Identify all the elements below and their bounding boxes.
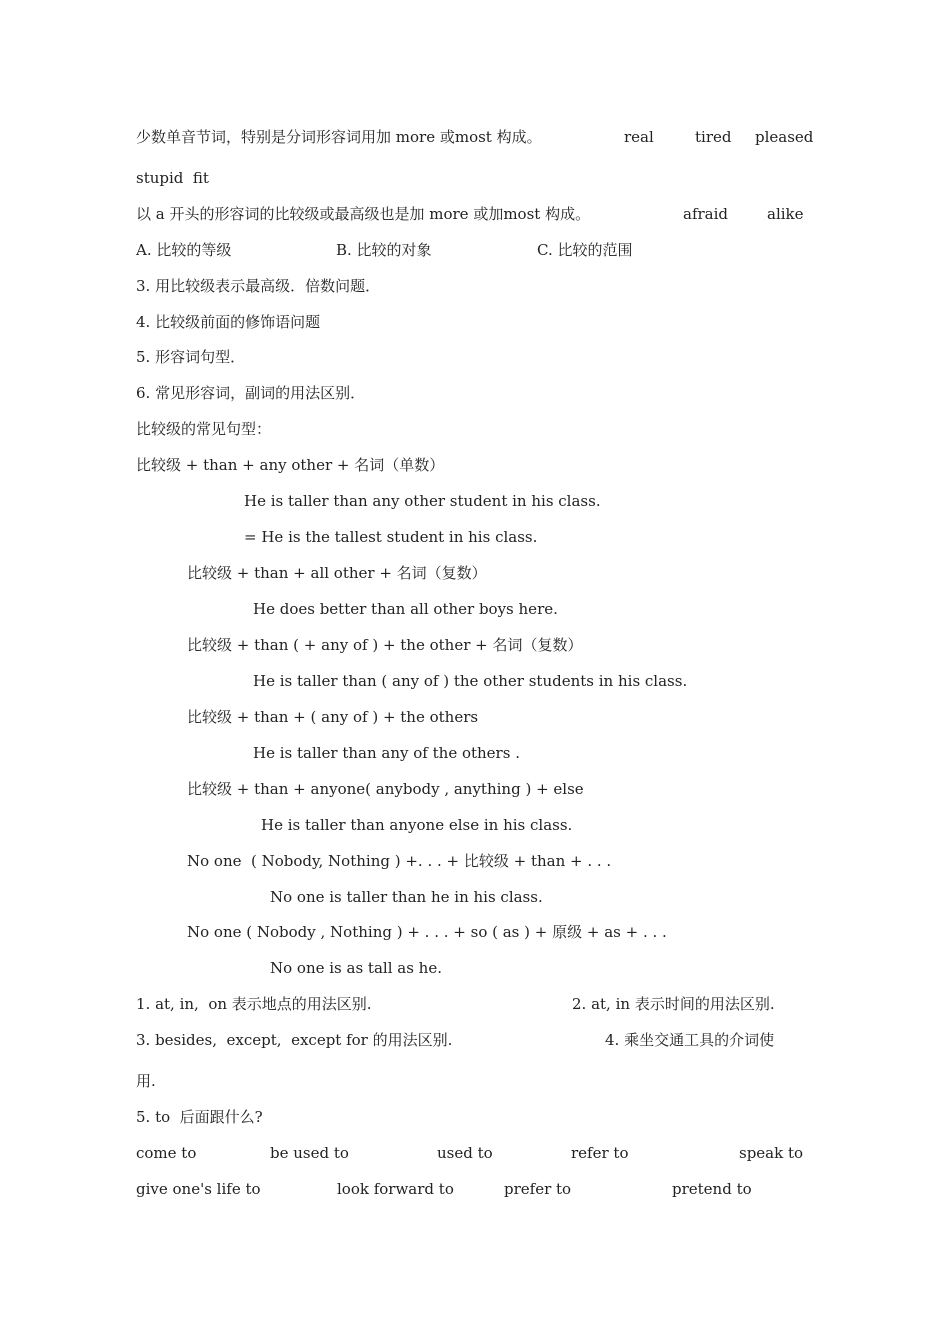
pattern-line: 比较级 + than + any other + 名词（单数） (136, 456, 445, 474)
text-line: 4. 比较级前面的修饰语问题 (136, 313, 321, 331)
topic-row (0, 1030, 950, 1050)
phrase-row (0, 1179, 950, 1199)
example-line: He is taller than anyone else in his class. (261, 816, 573, 834)
section-heading: 比较级的常见句型： (136, 420, 272, 438)
topic-item: 2. at, in 表示时间的用法区别. (572, 995, 775, 1013)
phrase: come to (136, 1144, 197, 1162)
pattern-line: No one ( Nobody, Nothing ) +. . . + 比较级 + than + . . . (187, 852, 612, 870)
example-line: He does better than all other boys here. (253, 600, 558, 618)
word-row (0, 127, 950, 147)
pattern-line: 比较级 + than ( + any of ) + the other + 名词（复数） (187, 636, 583, 654)
word: pleased (755, 128, 814, 146)
option-item: C. 比较的范围 (537, 241, 633, 259)
text-line: 5. 形容词句型． (136, 348, 246, 366)
topic-item: 4. 乘坐交通工具的介词使 (605, 1031, 775, 1049)
text-line: 3. 用比较级表示最高级．倍数问题． (136, 277, 381, 295)
option-item: A. 比较的等级 (136, 241, 232, 259)
text-line: 以 a 开头的形容词的比较级或最高级也是加 more 或加most 构成。 (136, 205, 591, 223)
text-line: 6. 常见形容词，副词的用法区别． (136, 384, 366, 402)
phrase: look forward to (337, 1180, 454, 1198)
topic-row (0, 994, 950, 1014)
option-item: B. 比较的对象 (336, 241, 432, 259)
pattern-line: 比较级 + than + anyone( anybody , anything ) + else (187, 780, 584, 798)
example-line: No one is as tall as he. (270, 959, 442, 977)
word: alike (767, 205, 804, 223)
phrase: refer to (571, 1144, 629, 1162)
text-line: 少数单音节词，特别是分词形容词用加 more 或most 构成。 (136, 128, 542, 146)
pattern-line: 比较级 + than + ( any of ) + the others (187, 708, 479, 726)
phrase: prefer to (504, 1180, 572, 1198)
example-line: No one is taller than he in his class. (270, 888, 543, 906)
topic-item: 3. besides, except, except for 的用法区别. (136, 1031, 453, 1049)
text-line: 用. (136, 1072, 156, 1090)
topic-item: 1. at, in, on 表示地点的用法区别. (136, 995, 372, 1013)
phrase: used to (437, 1144, 493, 1162)
pattern-line: 比较级 + than + all other + 名词（复数） (187, 564, 487, 582)
text-line: 5. to 后面跟什么? (136, 1108, 263, 1126)
example-line: He is taller than ( any of ) the other students in his class. (253, 672, 688, 690)
phrase: speak to (739, 1144, 804, 1162)
example-line: He is taller than any of the others . (253, 744, 520, 762)
phrase: be used to (270, 1144, 349, 1162)
example-line: = He is the tallest student in his class. (244, 528, 538, 546)
pattern-line: No one ( Nobody , Nothing ) + . . . + so ( as ) + 原级 + as + . . . (187, 923, 667, 941)
phrase-row (0, 1143, 950, 1163)
option-row (0, 240, 950, 260)
example-line: He is taller than any other student in his class. (244, 492, 601, 510)
word: real (624, 128, 654, 146)
text-line: stupid fit (136, 169, 209, 187)
phrase: give one's life to (136, 1180, 261, 1198)
word: afraid (683, 205, 729, 223)
word: tired (695, 128, 732, 146)
phrase: pretend to (672, 1180, 752, 1198)
word-row (0, 204, 950, 224)
